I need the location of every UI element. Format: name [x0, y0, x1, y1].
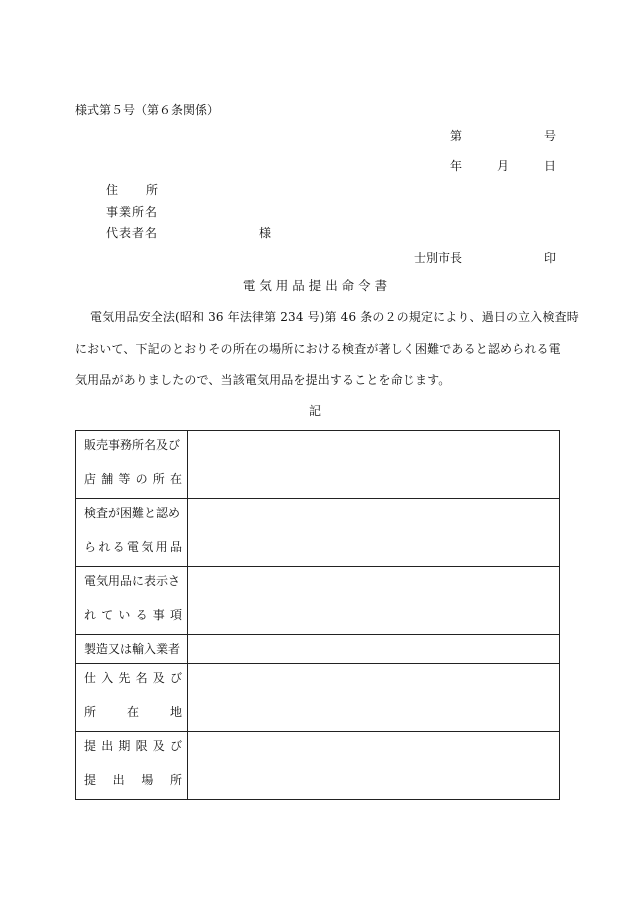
row-label-supplier — [76, 664, 188, 732]
table-row — [76, 499, 560, 567]
row-label-sales-office — [76, 431, 188, 499]
table-row — [76, 664, 560, 732]
label-spread-line: 店 舗 等 の 所 在 — [84, 472, 182, 486]
row-label-displayed-items — [76, 567, 188, 635]
value-cell-manufacturer[interactable] — [188, 635, 560, 664]
label-spread-line: れ て い る 事 項 — [84, 608, 182, 622]
representative-label: 代表者名 — [106, 226, 159, 240]
date-month: 月 — [496, 159, 509, 173]
table-row — [76, 431, 560, 499]
table-row — [76, 567, 560, 635]
date-day: 日 — [543, 159, 556, 173]
label-text: 販売事務所名及び — [84, 438, 181, 452]
issuer-name: 士別市長 — [414, 251, 463, 265]
label-spread-line: 提 出 期 限 及 び — [84, 739, 182, 753]
label-spread-line: ら れ る 電 気 用 品 — [84, 540, 182, 554]
label-spread-line: 提 出 場 所 — [84, 773, 182, 787]
table-row — [76, 635, 560, 664]
date-year: 年 — [450, 159, 463, 173]
seal-mark: 印 — [544, 251, 557, 265]
value-cell-displayed-items[interactable] — [188, 567, 560, 635]
detail-table — [75, 430, 560, 800]
business-name-label: 事業所名 — [106, 205, 159, 219]
row-label-manufacturer — [76, 635, 188, 664]
address-label-char: 所 — [145, 183, 158, 197]
form-number: 様式第５号（第６条関係） — [75, 103, 220, 117]
label-text: 製造又は輸入業者 — [84, 641, 181, 656]
value-cell-inspection-difficult[interactable] — [188, 499, 560, 567]
value-cell-supplier[interactable] — [188, 664, 560, 732]
note-heading: 記 — [308, 404, 321, 418]
document-title: 電 気 用 品 提 出 命 令 書 — [242, 278, 388, 293]
issue-number-suffix: 号 — [543, 129, 556, 143]
body-line: 電気用品安全法(昭和 36 年法律第 234 号)第 46 条の２の規定により、過日の立入検査時 — [90, 310, 579, 324]
label-spread-line: 仕 入 先 名 及 び — [84, 671, 182, 685]
issue-number-prefix: 第 — [450, 129, 463, 143]
issue-number — [450, 127, 556, 144]
address-label-char: 住 — [106, 183, 119, 197]
table-row — [76, 732, 560, 800]
row-label-inspection-difficult — [76, 499, 188, 567]
value-cell-sales-office[interactable] — [188, 431, 560, 499]
honorific: 様 — [259, 226, 272, 240]
label-text: 電気用品に表示さ — [84, 574, 181, 588]
label-spread-line: 所 在 地 — [84, 705, 182, 719]
row-label-submission-deadline — [76, 732, 188, 800]
label-text: 検査が困難と認め — [84, 506, 181, 520]
issue-date — [450, 157, 556, 174]
body-line: において、下記のとおりその所在の場所における検査が著しく困難であると認められる電 — [75, 342, 561, 356]
body-line: 気用品がありましたので、当該電気用品を提出することを命じます。 — [75, 373, 451, 387]
value-cell-submission-deadline[interactable] — [188, 732, 560, 800]
address-label — [106, 181, 158, 198]
